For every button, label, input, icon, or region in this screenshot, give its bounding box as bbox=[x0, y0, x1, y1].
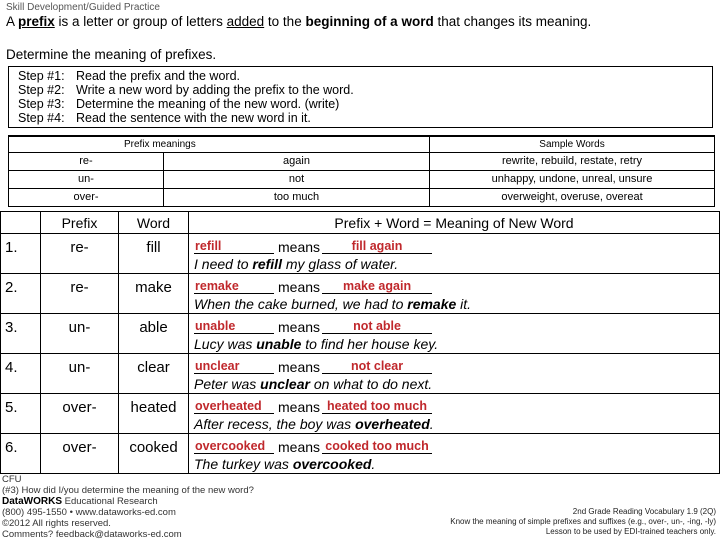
company-name: Educational Research bbox=[62, 496, 158, 507]
comments-email: Comments? feedback@dataworks-ed.com bbox=[2, 529, 182, 540]
definition-added: added bbox=[226, 14, 265, 29]
row-prefix: over- bbox=[41, 394, 119, 434]
example-sentence bbox=[194, 456, 719, 472]
sentence-new-word: overheated bbox=[355, 416, 430, 432]
step-text: Determine the meaning of the new word. (write) bbox=[76, 97, 340, 111]
footer-left bbox=[2, 474, 254, 540]
equation-header: Prefix + Word = Meaning of New Word bbox=[189, 212, 720, 234]
meaning-blank[interactable]: cooked too much bbox=[322, 439, 432, 454]
step-number: Step #1: bbox=[18, 69, 65, 83]
step-number: Step #2: bbox=[18, 83, 65, 97]
table-header-row bbox=[9, 136, 715, 152]
row-prefix: over- bbox=[41, 434, 119, 474]
sentence-text: it. bbox=[456, 296, 472, 312]
row-number: 4. bbox=[1, 354, 41, 394]
answer-cell bbox=[189, 314, 720, 354]
means-label: means bbox=[278, 279, 321, 295]
step-item bbox=[18, 97, 703, 111]
sentence-text: on what to do next. bbox=[309, 376, 433, 392]
step-text: Write a new word by adding the prefix to the word. bbox=[76, 83, 354, 97]
example-sentence bbox=[194, 256, 719, 272]
prefix-cell: over- bbox=[9, 188, 164, 206]
sentence-new-word: remake bbox=[407, 296, 457, 312]
contact-info: (800) 495-1550 • www.dataworks-ed.com bbox=[2, 507, 176, 518]
prefix-meanings-table bbox=[8, 135, 715, 207]
table-row bbox=[9, 170, 715, 188]
new-word-blank[interactable]: overcooked bbox=[194, 439, 274, 454]
row-prefix: re- bbox=[41, 274, 119, 314]
practice-row bbox=[1, 314, 720, 354]
example-sentence bbox=[194, 336, 719, 352]
copyright: ©2012 All rights reserved. bbox=[2, 518, 111, 529]
step-number: Step #3: bbox=[18, 97, 65, 111]
row-number: 3. bbox=[1, 314, 41, 354]
practice-row bbox=[1, 234, 720, 274]
practice-row bbox=[1, 434, 720, 474]
means-label: means bbox=[278, 319, 321, 335]
samples-cell: rewrite, rebuild, restate, retry bbox=[430, 152, 715, 170]
example-sentence bbox=[194, 376, 719, 392]
prefix-header: Prefix bbox=[41, 212, 119, 234]
definition-text: is a letter or group of letters bbox=[54, 14, 227, 29]
means-label: means bbox=[278, 439, 321, 455]
objective: Determine the meaning of prefixes. bbox=[6, 47, 217, 62]
new-word-blank[interactable]: overheated bbox=[194, 399, 274, 414]
sentence-text: The turkey was bbox=[194, 456, 293, 472]
practice-table bbox=[0, 211, 720, 474]
definition-text: to the bbox=[264, 14, 306, 29]
row-word: clear bbox=[119, 354, 189, 394]
practice-header-row bbox=[1, 212, 720, 234]
section-header: Skill Development/Guided Practice bbox=[6, 2, 160, 13]
sentence-text: . bbox=[371, 456, 376, 472]
step-item bbox=[18, 111, 703, 125]
definition-beginning: beginning of a word bbox=[305, 14, 434, 29]
meaning-cell: not bbox=[164, 170, 430, 188]
cfu-question: (#3) How did I/you determine the meaning of the new word? bbox=[2, 485, 254, 496]
row-number: 6. bbox=[1, 434, 41, 474]
sentence-new-word: refill bbox=[252, 256, 282, 272]
samples-cell: unhappy, undone, unreal, unsure bbox=[430, 170, 715, 188]
word-header: Word bbox=[119, 212, 189, 234]
sentence-text: Peter was bbox=[194, 376, 261, 392]
row-word: make bbox=[119, 274, 189, 314]
new-word-blank[interactable]: unable bbox=[194, 319, 274, 334]
definition-term: prefix bbox=[18, 14, 55, 29]
practice-row bbox=[1, 274, 720, 314]
meaning-blank[interactable]: not able bbox=[322, 319, 432, 334]
row-word: heated bbox=[119, 394, 189, 434]
sentence-text: I need to bbox=[194, 256, 253, 272]
answer-cell bbox=[189, 434, 720, 474]
means-label: means bbox=[278, 399, 321, 415]
new-word-blank[interactable]: remake bbox=[194, 279, 274, 294]
lesson-note: Lesson to be used by EDI-trained teachers only. bbox=[545, 527, 716, 536]
row-word: able bbox=[119, 314, 189, 354]
sentence-text: to find her house key. bbox=[301, 336, 439, 352]
row-number: 5. bbox=[1, 394, 41, 434]
new-word-blank[interactable]: refill bbox=[194, 239, 274, 254]
row-word: cooked bbox=[119, 434, 189, 474]
footer-right bbox=[450, 507, 716, 537]
row-prefix: re- bbox=[41, 234, 119, 274]
sentence-text: When the cake burned, we had to bbox=[194, 296, 408, 312]
meaning-blank[interactable]: make again bbox=[322, 279, 432, 294]
step-text: Read the sentence with the new word in it. bbox=[76, 111, 311, 125]
step-item bbox=[18, 69, 703, 83]
practice-row bbox=[1, 394, 720, 434]
meaning-blank[interactable]: not clear bbox=[322, 359, 432, 374]
steps-box bbox=[8, 66, 713, 128]
sentence-text: my glass of water. bbox=[281, 256, 399, 272]
answer-cell bbox=[189, 354, 720, 394]
sentence-text: . bbox=[429, 416, 434, 432]
definition-text: A bbox=[6, 14, 19, 29]
lesson-title: 2nd Grade Reading Vocabulary 1.9 (2Q) bbox=[572, 507, 716, 516]
step-text: Read the prefix and the word. bbox=[76, 69, 240, 83]
row-number: 2. bbox=[1, 274, 41, 314]
prefix-cell: un- bbox=[9, 170, 164, 188]
meaning-blank[interactable]: heated too much bbox=[322, 399, 432, 414]
example-sentence bbox=[194, 296, 719, 312]
dataworks-logo: DataWORKS bbox=[2, 496, 63, 507]
sentence-new-word: unable bbox=[256, 336, 302, 352]
row-prefix: un- bbox=[41, 354, 119, 394]
means-label: means bbox=[278, 239, 321, 255]
example-sentence bbox=[194, 416, 719, 432]
table-row bbox=[9, 152, 715, 170]
cfu-label: CFU bbox=[2, 474, 22, 485]
meaning-cell: too much bbox=[164, 188, 430, 206]
lesson-standard: Know the meaning of simple prefixes and suffixes (e.g., over-, un-, -ing, -ly) bbox=[450, 517, 716, 526]
means-label: means bbox=[278, 359, 321, 375]
answer-cell bbox=[189, 394, 720, 434]
prefix-cell: re- bbox=[9, 152, 164, 170]
practice-row bbox=[1, 354, 720, 394]
sentence-new-word: unclear bbox=[260, 376, 310, 392]
meaning-cell: again bbox=[164, 152, 430, 170]
row-prefix: un- bbox=[41, 314, 119, 354]
sample-words-header: Sample Words bbox=[430, 136, 715, 152]
sentence-text: After recess, the boy was bbox=[194, 416, 356, 432]
prefix-definition bbox=[6, 14, 706, 30]
number-header bbox=[1, 212, 41, 234]
sentence-text: Lucy was bbox=[194, 336, 257, 352]
answer-cell bbox=[189, 274, 720, 314]
row-number: 1. bbox=[1, 234, 41, 274]
table-row bbox=[9, 188, 715, 206]
new-word-blank[interactable]: unclear bbox=[194, 359, 274, 374]
prefix-meanings-header: Prefix meanings bbox=[9, 136, 430, 152]
meaning-blank[interactable]: fill again bbox=[322, 239, 432, 254]
step-item bbox=[18, 83, 703, 97]
definition-text: that changes its meaning. bbox=[433, 14, 592, 29]
samples-cell: overweight, overuse, overeat bbox=[430, 188, 715, 206]
answer-cell bbox=[189, 234, 720, 274]
row-word: fill bbox=[119, 234, 189, 274]
sentence-new-word: overcooked bbox=[292, 456, 372, 472]
step-number: Step #4: bbox=[18, 111, 65, 125]
